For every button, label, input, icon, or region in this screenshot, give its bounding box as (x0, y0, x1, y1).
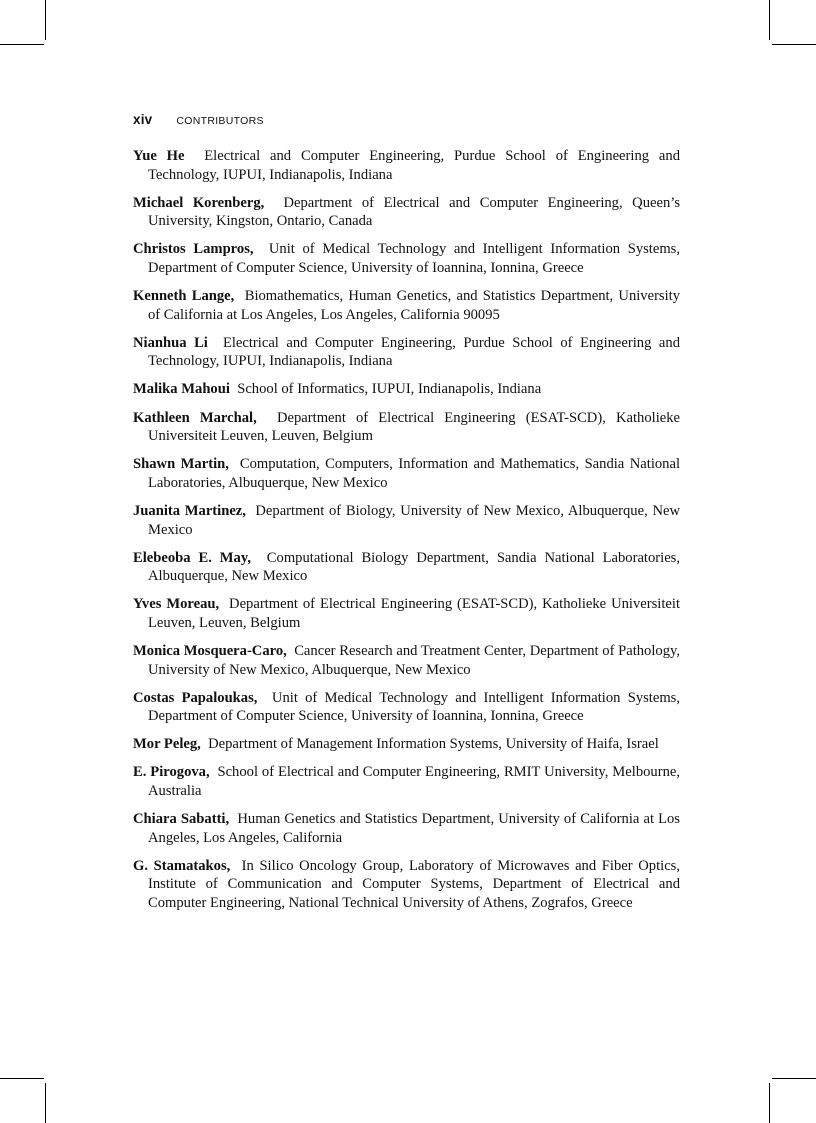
crop-mark-top-left-vertical (45, 0, 46, 40)
contributor-name: Kenneth Lange, (133, 288, 235, 305)
contributor-entry (133, 147, 680, 184)
contributor-affiliation: Department of Electrical Engineering (ESAT-SCD), Katholieke Universiteit Leuven, Leuven, Belgium (148, 409, 680, 445)
contributor-entry (133, 595, 680, 632)
contributor-entry (133, 287, 680, 324)
crop-mark-top-right-horizontal (772, 44, 816, 45)
contributor-name: Michael Korenberg, (133, 194, 265, 211)
contributor-entry (133, 334, 680, 371)
contributor-entry (133, 689, 680, 726)
contributor-name: G. Stamatakos, (133, 857, 231, 874)
contributor-affiliation: Department of Electrical and Computer Engineering, Queen’s University, Kingston, Ontario, Canada (148, 194, 681, 230)
running-head (133, 111, 264, 129)
contributor-entry (133, 810, 680, 847)
contributor-entry (133, 549, 680, 586)
contributor-entry (133, 857, 680, 913)
contributor-name: Chiara Sabatti, (133, 811, 230, 828)
page-number: xiv (133, 112, 153, 127)
contributor-name: Costas Papaloukas, (133, 689, 258, 706)
contributor-affiliation: Computational Biology Department, Sandia National Laboratories, Albuquerque, New Mexico (148, 549, 680, 585)
crop-mark-bottom-left-horizontal (0, 1078, 44, 1079)
crop-mark-top-left-horizontal (0, 44, 44, 45)
contributor-name: Nianhua Li (133, 334, 208, 351)
contributor-affiliation: Cancer Research and Treatment Center, Department of Pathology, University of New Mexico, Albuquerque, New Mexico (148, 642, 681, 678)
contributor-affiliation: Electrical and Computer Engineering, Purdue School of Engineering and Technology, IUPUI, Indianapolis, Indiana (148, 148, 680, 183)
crop-mark-bottom-right-vertical (769, 1083, 770, 1123)
contributor-name: Elebeoba E. May, (133, 549, 251, 566)
contributor-entry (133, 642, 680, 679)
contributor-name: Juanita Martinez, (133, 502, 246, 519)
contributor-affiliation: Unit of Medical Technology and Intelligent Information Systems, Department of Computer Science, University of Ioannina, Ionnina, Greece (148, 689, 681, 725)
contributor-name: Christos Lampros, (133, 241, 254, 258)
contributor-entry (133, 380, 680, 399)
contributor-name: Mor Peleg, (133, 736, 201, 753)
crop-mark-bottom-left-vertical (45, 1083, 46, 1123)
contributor-affiliation: Department of Electrical Engineering (ESAT-SCD), Katholieke Universiteit Leuven, Leuven, Belgium (148, 596, 680, 631)
contributor-name: Yves Moreau, (133, 596, 220, 613)
contributor-entry (133, 455, 680, 492)
contributor-affiliation: Computation, Computers, Information and Mathematics, Sandia National Laboratories, Albuquerque, New Mexico (148, 456, 681, 491)
contributor-entry (133, 194, 680, 231)
contributor-affiliation: In Silico Oncology Group, Laboratory of Microwaves and Fiber Optics, Institute of Communication and Computer Systems, Department of Electrical and Computer Engineering, National Technical University of Athens, Zografos, Greece (148, 857, 681, 911)
contributor-name: Shawn Martin, (133, 456, 229, 473)
contributor-affiliation: School of Electrical and Computer Engineering, RMIT University, Melbourne, Australia (148, 764, 680, 800)
contributor-entry (133, 735, 680, 754)
contributors-list (133, 147, 680, 922)
contributor-affiliation: Department of Management Information Systems, University of Haifa, Israel (208, 736, 659, 753)
contributor-affiliation: Biomathematics, Human Genetics, and Statistics Department, University of California at Los Angeles, Los Angeles, California 90095 (148, 288, 681, 323)
contributor-entry (133, 763, 680, 800)
contributor-affiliation: Human Genetics and Statistics Department, University of California at Los Angeles, Los Angeles, California (148, 811, 680, 846)
contributor-name: Kathleen Marchal, (133, 409, 257, 426)
contributor-entry (133, 502, 680, 539)
contributor-affiliation: School of Informatics, IUPUI, Indianapolis, Indiana (237, 381, 542, 398)
crop-mark-top-right-vertical (769, 0, 770, 40)
contributor-name: Yue He (133, 148, 185, 164)
contributor-entry (133, 240, 680, 277)
crop-mark-bottom-right-horizontal (772, 1078, 816, 1079)
contributor-name: Malika Mahoui (133, 381, 230, 398)
contributor-entry (133, 409, 680, 446)
contributor-name: E. Pirogova, (133, 764, 210, 781)
contributor-name: Monica Mosquera-Caro, (133, 642, 287, 659)
contributor-affiliation: Electrical and Computer Engineering, Purdue School of Engineering and Technology, IUPUI, Indianapolis, Indiana (148, 334, 681, 370)
contributor-affiliation: Unit of Medical Technology and Intelligent Information Systems, Department of Computer Science, University of Ioannina, Ionnina, Greece (148, 241, 681, 276)
section-title: CONTRIBUTORS (176, 115, 264, 127)
contributor-affiliation: Department of Biology, University of New Mexico, Albuquerque, New Mexico (148, 502, 680, 538)
